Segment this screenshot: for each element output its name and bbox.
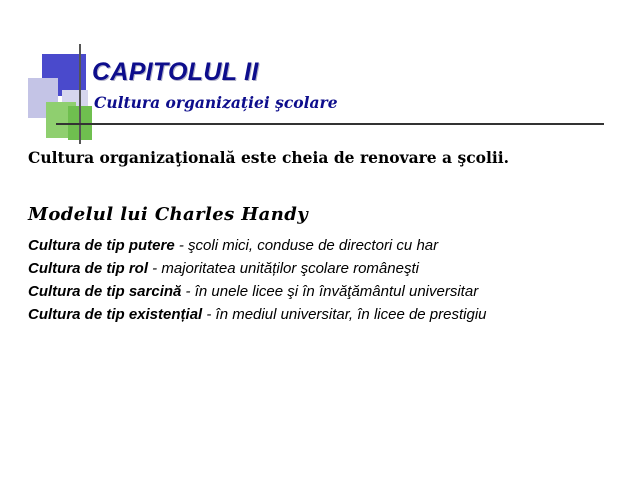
item-description: - majoritatea unităților şcolare româneşti [148,260,419,277]
model-heading: Modelul lui Charles Handy [28,204,309,225]
list-item [28,303,628,326]
item-term: Cultura de tip rol [28,260,148,277]
horizontal-divider [56,123,604,125]
list-item [28,234,628,257]
slide-subtitle: Cultura organizației şcolare [94,93,338,112]
item-description: - în unele licee şi în învăţământul universitar [181,283,479,300]
slide-title: CAPITOLUL II [92,58,259,86]
culture-types-list [28,234,628,326]
vertical-divider [79,44,81,144]
lead-sentence: Cultura organizaţională este cheia de renovare a şcolii. [28,148,510,167]
item-term: Cultura de tip existențial [28,306,203,323]
list-item [28,280,628,303]
decorative-squares [28,54,98,140]
list-item [28,257,628,280]
item-description: - în mediul universitar, în licee de prestigiu [202,306,487,323]
item-term: Cultura de tip sarcină [28,283,182,300]
item-description: - şcoli mici, conduse de directori cu har [174,237,439,254]
item-term: Cultura de tip putere [28,237,175,254]
